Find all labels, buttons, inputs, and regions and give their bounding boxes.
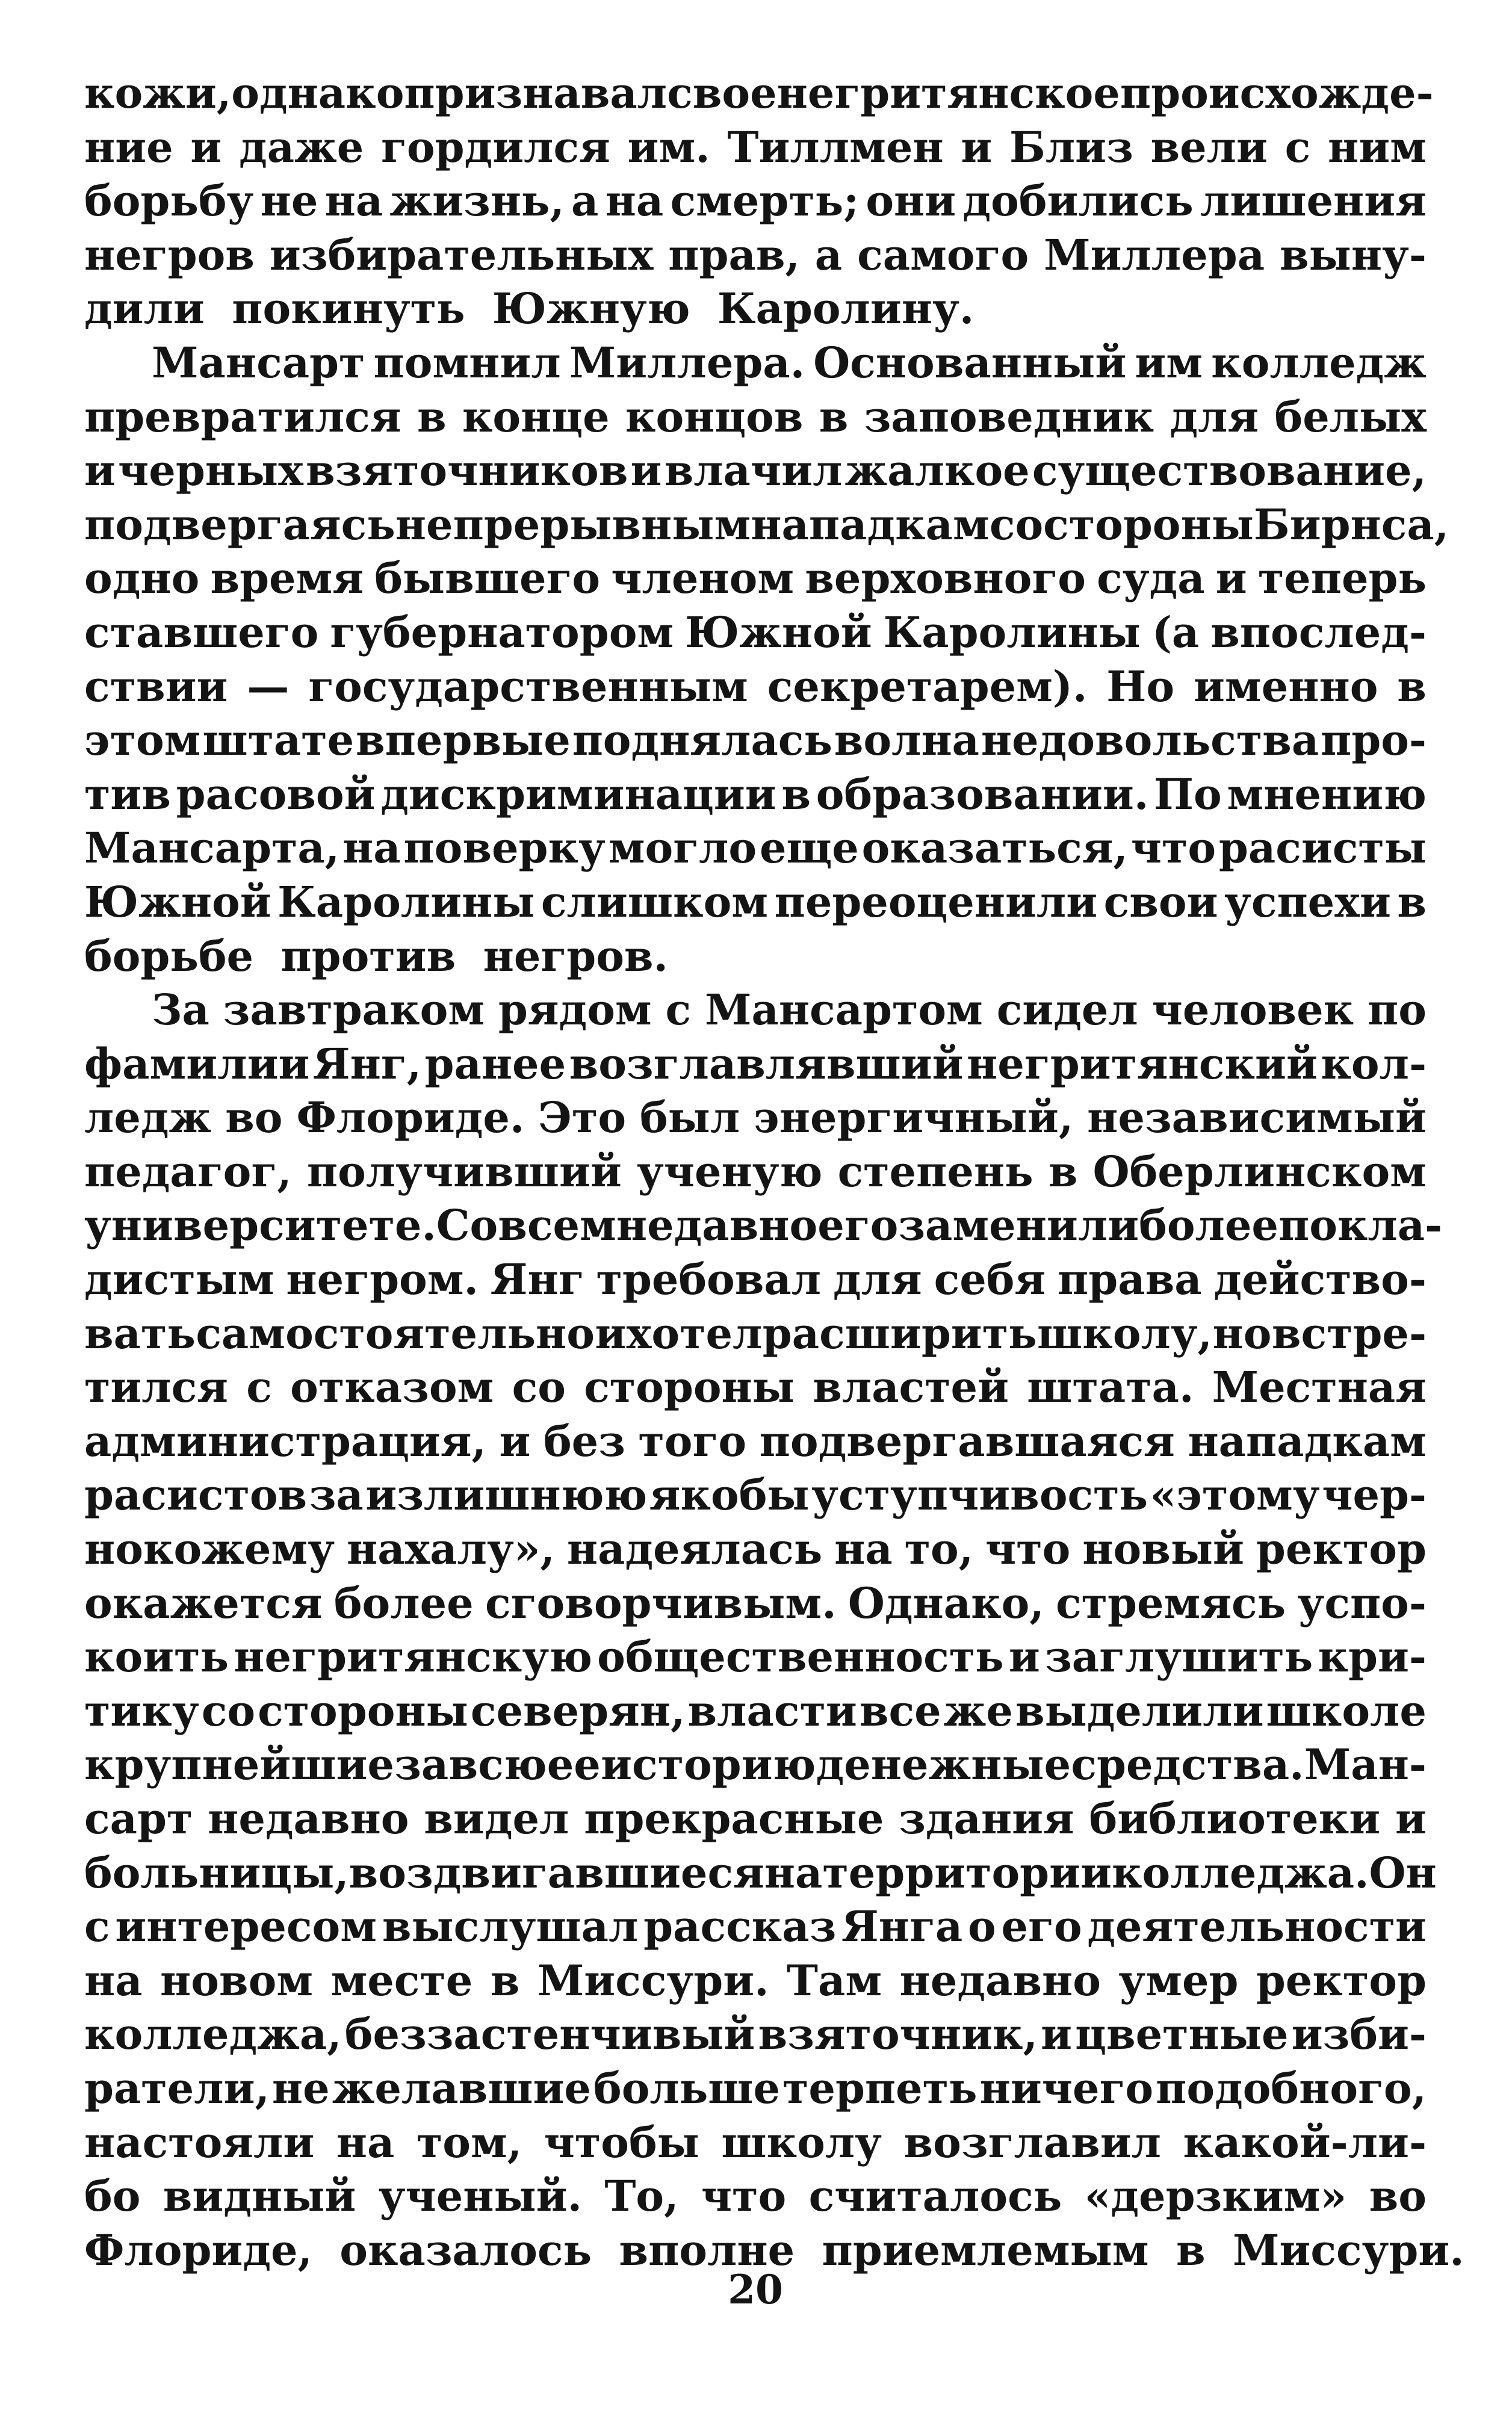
- paragraph: [84, 336, 1449, 983]
- text-line: ратели, не желавшие больше терпеть ничего подобного,: [84, 2063, 1427, 2113]
- page-number: 20: [728, 2266, 783, 2313]
- text-line: негров избирательных прав, а самого Миллера выну-: [84, 229, 1427, 280]
- book-page: [84, 66, 1464, 2365]
- text-line: на новом месте в Миссури. Там недавно умер ректор: [84, 1955, 1427, 2005]
- text-line: борьбе против негров.: [84, 931, 668, 981]
- text-line: коить негритянскую общественность и заглушить кри-: [84, 1632, 1427, 1682]
- text-line: больницы, воздвигавшиеся на территории колледжа. Он: [84, 1847, 1437, 1898]
- text-line: окажется более сговорчивым. Однако, стремясь успо-: [84, 1578, 1427, 1628]
- text-line: Мансарт помнил Миллера. Основанный им колледж: [152, 337, 1427, 388]
- text-line: Южной Каролины слишком переоценили свои успехи в: [84, 876, 1427, 927]
- text-line: и черных взяточников и влачил жалкое существование,: [84, 445, 1427, 496]
- text-line: вать самостоятельно и хотел расширить школу, но встре-: [84, 1308, 1427, 1358]
- paragraph: [84, 66, 1434, 336]
- text-line: колледжа, беззастенчивый взяточник, и цветные изби-: [84, 2009, 1427, 2060]
- text-line: тился с отказом со стороны властей штата. Местная: [84, 1362, 1427, 1413]
- text-line: администрация, и без того подвергавшаяся нападкам: [84, 1416, 1427, 1466]
- text-line: Флориде, оказалось вполне приемлемым в Миссури.: [84, 2225, 1464, 2275]
- text-line: Мансарта, на поверку могло еще оказаться, что расисты: [84, 823, 1427, 873]
- text-line: настояли на том, чтобы школу возглавил какой-ли-: [84, 2117, 1427, 2167]
- text-line: фамилии Янг, ранее возглавлявший негритянский кол-: [84, 1038, 1427, 1089]
- text-line: борьбу не на жизнь, а на смерть; они добились лишения: [84, 176, 1427, 226]
- text-line: педагог, получивший ученую степень в Оберлинском: [84, 1146, 1427, 1197]
- text-line: ствии — государственным секретарем). Но именно в: [84, 661, 1427, 711]
- text-line: ледж во Флориде. Это был энергичный, независимый: [84, 1092, 1427, 1143]
- text-line: дили покинуть Южную Каролину.: [84, 283, 974, 334]
- text-line: превратился в конце концов в заповедник для белых: [84, 391, 1427, 442]
- text-line: тику со стороны северян, власти все же выделили школе: [84, 1685, 1427, 1736]
- text-line: университете. Совсем недавно его заменили более покла-: [84, 1200, 1443, 1251]
- text-line: крупнейшие за всю ее историю денежные средства. Ман-: [84, 1739, 1427, 1790]
- text-line: бо видный ученый. То, что считалось «дерзким» во: [84, 2171, 1427, 2222]
- text-line: кожи, однако признавал свое негритянское происхожде-: [84, 68, 1434, 118]
- text-line: нокожему нахалу», надеялась на то, что новый ректор: [84, 1524, 1427, 1575]
- text-line: тив расовой дискриминации в образовании. По мнению: [84, 769, 1427, 819]
- text-line: ставшего губернатором Южной Каролины (а впослед-: [84, 607, 1427, 657]
- text-line: За завтраком рядом с Мансартом сидел человек по: [152, 985, 1427, 1035]
- page-text: [84, 66, 1464, 2277]
- text-line: дистым негром. Янг требовал для себя права действо-: [84, 1254, 1427, 1305]
- paragraph: [84, 983, 1464, 2277]
- text-line: одно время бывшего членом верховного суда и теперь: [84, 553, 1427, 604]
- text-line: расистов за излишнюю якобы уступчивость «этому чер-: [84, 1470, 1427, 1520]
- text-line: сарт недавно видел прекрасные здания библиотеки и: [84, 1794, 1427, 1844]
- text-line: с интересом выслушал рассказ Янга о его деятельности: [84, 1901, 1427, 1952]
- text-line: подвергаясь непрерывным нападкам со стороны Бирнса,: [84, 499, 1449, 550]
- text-line: этом штате впервые поднялась волна недовольства про-: [84, 715, 1427, 766]
- text-line: ние и даже гордился им. Тиллмен и Близ вели с ним: [84, 122, 1427, 172]
